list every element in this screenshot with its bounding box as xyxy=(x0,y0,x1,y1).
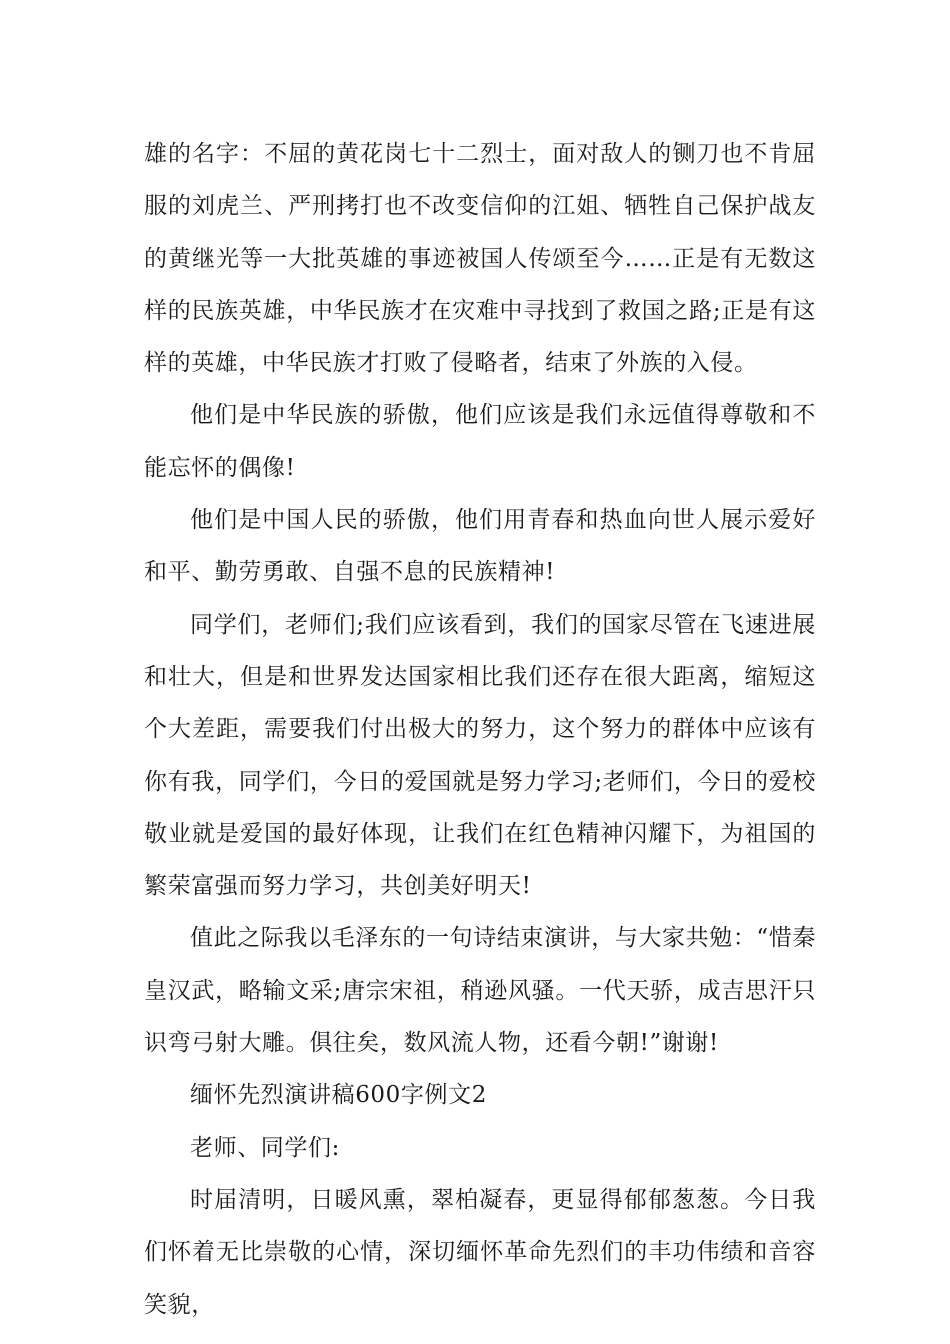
salutation: 老师、同学们: xyxy=(190,1134,340,1161)
paragraph-pride-people: 他们是中国人民的骄傲，他们用青春和热血向世人展示爱好和平、勤劳勇敢、自强不息的民族精神! xyxy=(144,507,816,586)
paragraph-students-teachers: 同学们，老师们;我们应该看到，我们的国家尽管在飞速进展和壮大，但是和世界发达国家相比我们还存在很大距离，缩短这个大差距，需要我们付出极大的努力，这个努力的群体中应该有你有我，同学们，今日的爱国就是努力学习;老师们，今日的爱校敬业就是爱国的最好体现，让我们在红色精神闪耀下，为祖国的繁荣富强而努力学习，共创美好明天! xyxy=(144,611,816,900)
paragraph-heroes: 雄的名字：不屈的黄花岗七十二烈士，面对敌人的铡刀也不肯屈服的刘虎兰、严刑拷打也不改变信仰的江姐、牺牲自己保护战友的黄继光等一大批英雄的事迹被国人传颂至今……正是有无数这样的民族英雄，中华民族才在灾难中寻找到了救国之路;正是有这样的英雄，中华民族才打败了侵略者，结束了外族的入侵。 xyxy=(144,141,816,377)
paragraph-qingming: 时届清明，日暖风熏，翠柏凝春，更显得郁郁葱葱。今日我们怀着无比崇敬的心情，深切缅怀革命先烈们的丰功伟绩和音容笑貌， xyxy=(144,1186,816,1318)
paragraph-pride-nation: 他们是中华民族的骄傲，他们应该是我们永远值得尊敬和不能忘怀的偶像! xyxy=(144,402,816,481)
section-title: 缅怀先烈演讲稿600字例文2 xyxy=(190,1082,487,1109)
paragraph-closing-poem: 值此之际我以毛泽东的一句诗结束演讲，与大家共勉：“惜秦皇汉武，略输文采;唐宗宋祖，稍逊风骚。一代天骄，成吉思汗只识弯弓射大雕。俱往矣，数风流人物，还看今朝!”谢谢! xyxy=(144,925,816,1057)
document-body xyxy=(144,128,816,1331)
